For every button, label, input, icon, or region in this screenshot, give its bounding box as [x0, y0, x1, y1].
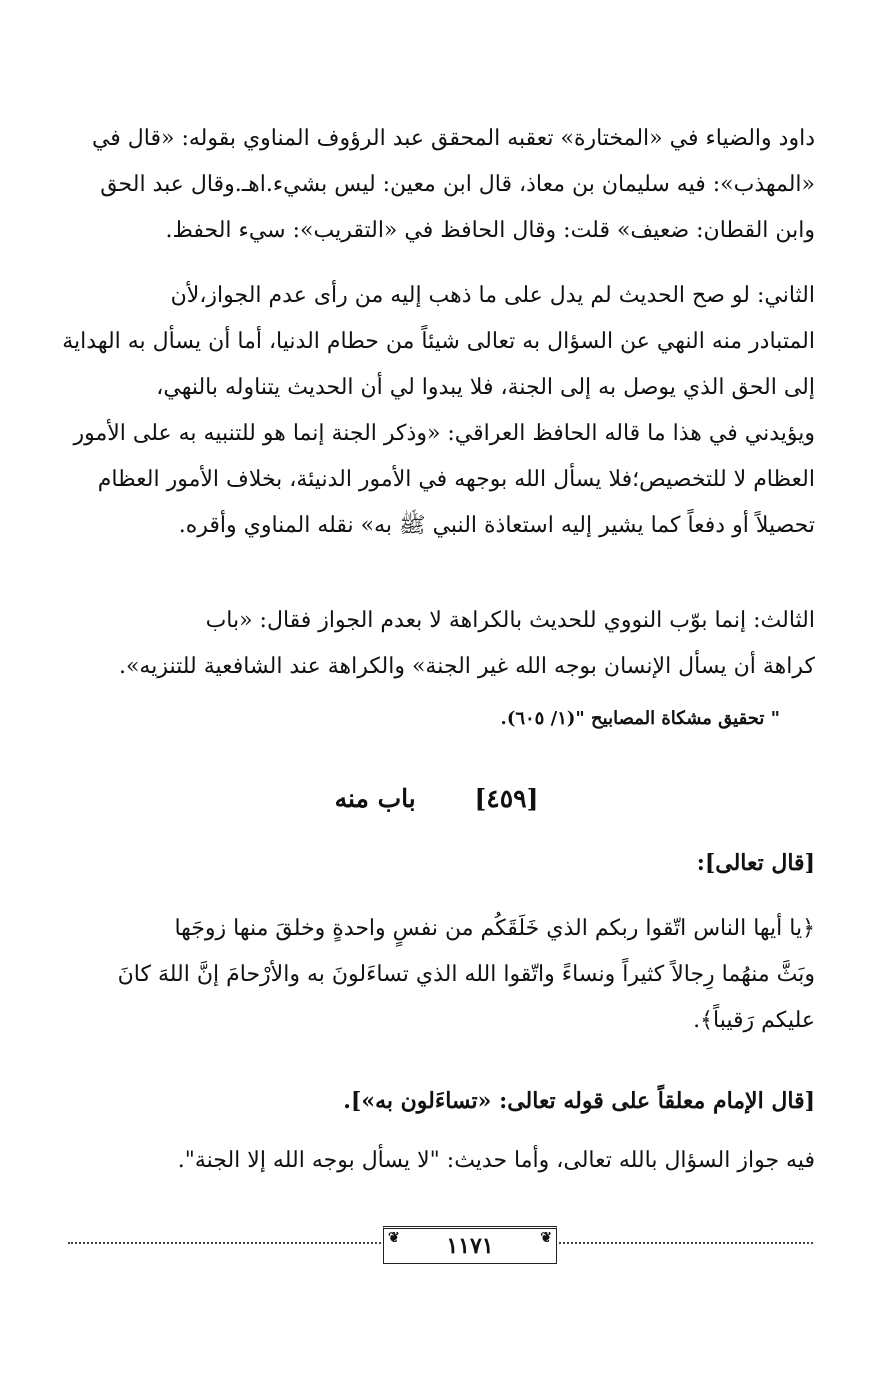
page-number-frame [383, 1226, 557, 1264]
text-line: وبَثَّ منهُما رِجالاً كثيراً ونساءً واتّقوا الله الذي تساءَلونَ به والأرْحامَ إنَّ اللهَ كانَ [117, 962, 815, 987]
text-line: عليكم رَقيباً﴾. [693, 1008, 815, 1033]
ornament-icon: ❦ [540, 1230, 552, 1246]
page-number: ١١٧١ [446, 1233, 494, 1259]
text-line: [قال تعالى]: [696, 850, 815, 876]
text-line: داود والضياء في «المختارة» تعقبه المحقق عبد الرؤوف المناوي بقوله: «قال في [91, 126, 815, 151]
text-line: وابن القطان: ضعيف» قلت: وقال الحافظ في «التقريب»: سيء الحفظ. [165, 218, 815, 243]
qala-taala-heading [40, 840, 815, 886]
text-line: ويؤيدني في هذا ما قاله الحافظ العراقي: «وذكر الجنة إنما هو للتنبيه به على الأمور [73, 421, 815, 446]
text-line: ﴿يا أيها الناس اتّقوا ربكم الذي خَلَقَكُم من نفسٍ واحدةٍ وخلقَ منها زوجَها [174, 916, 815, 941]
text-line: الثاني: لو صح الحديث لم يدل على ما ذهب إليه من رأى عدم الجواز،لأن [170, 283, 815, 308]
paragraph-3 [40, 598, 815, 690]
text-line: إلى الحق الذي يوصل به إلى الجنة، فلا يبدوا لي أن الحديث يتناوله بالنهي، [156, 375, 815, 400]
page-footer [68, 1218, 813, 1268]
footnote: " تحقيق مشكاة المصابيح "(١/ ٦٠٥). [500, 708, 780, 729]
text-line: العظام لا للتخصيص؛فلا يسأل الله بوجهه في الأمور الدنيئة، بخلاف الأمور العظام [97, 467, 815, 492]
text-line: فيه جواز السؤال بالله تعالى، وأما حديث: "لا يسأل بوجه الله إلا الجنة". [177, 1148, 815, 1173]
text-line: تحصيلاً أو دفعاً كما يشير إليه استعاذة النبي ﷺ به» نقله المناوي وأقره. [178, 513, 815, 538]
ornament-icon: ❦ [388, 1230, 400, 1246]
text-line: كراهة أن يسأل الإنسان بوجه الله غير الجنة» والكراهة عند الشافعية للتنزيه». [118, 654, 815, 679]
text-line: المتبادر منه النهي عن السؤال به تعالى شيئاً من حطام الدنيا، أما أن يسأل به الهداية [62, 329, 815, 354]
last-paragraph [40, 1138, 815, 1184]
text-line: «المهذب»: فيه سليمان بن معاذ، قال ابن معين: ليس بشيء.اهـ.وقال عبد الحق [100, 172, 815, 197]
chapter-title: باب منه [334, 784, 416, 813]
text-line: الثالث: إنما بوّب النووي للحديث بالكراهة لا بعدم الجواز فقال: «باب [205, 608, 815, 633]
quran-verse [40, 906, 815, 1044]
imam-heading [40, 1078, 815, 1124]
chapter-heading [0, 784, 873, 813]
paragraph-2 [40, 273, 815, 549]
chapter-number: [٤٥٩] [474, 784, 539, 813]
text-line: [قال الإمام معلقاً على قوله تعالى: «تساءَلون به»]. [343, 1088, 815, 1114]
paragraph-1 [40, 116, 815, 254]
